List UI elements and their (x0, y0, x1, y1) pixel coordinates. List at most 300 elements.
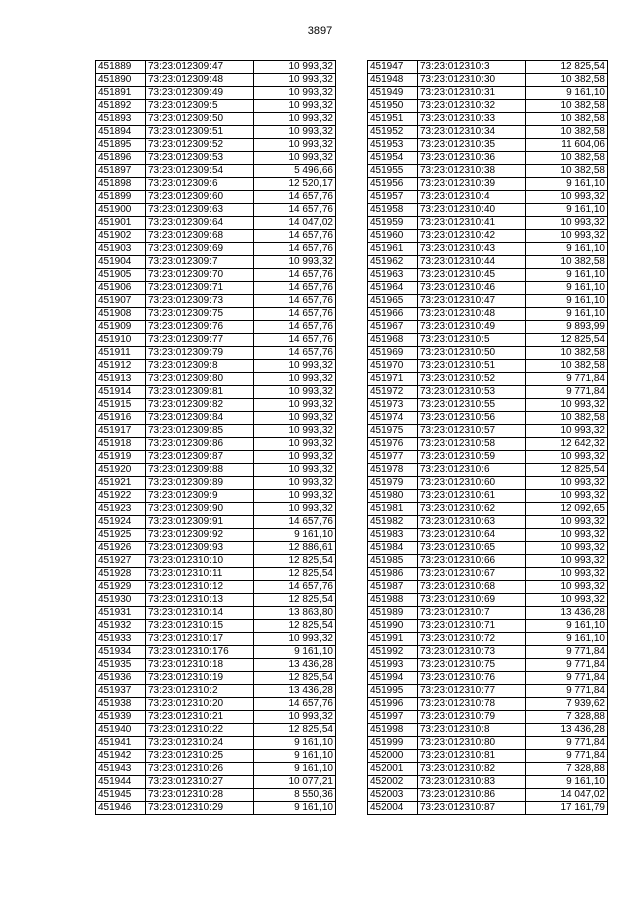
cadastral-number-cell: 73:23:012309:77 (146, 334, 254, 347)
table-row (368, 282, 608, 295)
table-row (96, 490, 336, 503)
row-number-cell: 451927 (96, 555, 146, 568)
table-row (96, 152, 336, 165)
value-cell: 9 161,10 (526, 620, 608, 633)
value-cell: 9 771,84 (526, 750, 608, 763)
cadastral-number-cell: 73:23:012309:63 (146, 204, 254, 217)
row-number-cell: 451986 (368, 568, 418, 581)
value-cell: 9 161,10 (254, 750, 336, 763)
table-row (96, 698, 336, 711)
value-cell: 10 993,32 (254, 438, 336, 451)
table-row (368, 100, 608, 113)
value-cell: 10 993,32 (526, 490, 608, 503)
cadastral-number-cell: 73:23:012310:75 (418, 659, 526, 672)
table-row (368, 178, 608, 191)
table-row (96, 516, 336, 529)
value-cell: 13 436,28 (254, 659, 336, 672)
cadastral-number-cell: 73:23:012309:79 (146, 347, 254, 360)
table-row (96, 802, 336, 815)
table-row (96, 581, 336, 594)
row-number-cell: 451985 (368, 555, 418, 568)
row-number-cell: 451894 (96, 126, 146, 139)
table-row (96, 763, 336, 776)
row-number-cell: 451995 (368, 685, 418, 698)
cadastral-number-cell: 73:23:012310:49 (418, 321, 526, 334)
cadastral-number-cell: 73:23:012309:6 (146, 178, 254, 191)
row-number-cell: 451891 (96, 87, 146, 100)
row-number-cell: 451911 (96, 347, 146, 360)
row-number-cell: 451890 (96, 74, 146, 87)
cadastral-number-cell: 73:23:012310:83 (418, 776, 526, 789)
cadastral-number-cell: 73:23:012309:84 (146, 412, 254, 425)
cadastral-number-cell: 73:23:012310:14 (146, 607, 254, 620)
value-cell: 10 382,58 (526, 100, 608, 113)
row-number-cell: 451947 (368, 61, 418, 74)
cadastral-number-cell: 73:23:012310:58 (418, 438, 526, 451)
table-row (96, 724, 336, 737)
table-row (96, 750, 336, 763)
row-number-cell: 452001 (368, 763, 418, 776)
value-cell: 9 161,10 (526, 269, 608, 282)
table-row (96, 321, 336, 334)
cadastral-number-cell: 73:23:012310:38 (418, 165, 526, 178)
cadastral-number-cell: 73:23:012310:67 (418, 568, 526, 581)
value-cell: 10 993,32 (526, 425, 608, 438)
table-row (368, 789, 608, 802)
value-cell: 10 993,32 (254, 386, 336, 399)
cadastral-number-cell: 73:23:012309:76 (146, 321, 254, 334)
table-row (368, 230, 608, 243)
cadastral-number-cell: 73:23:012310:22 (146, 724, 254, 737)
cadastral-number-cell: 73:23:012309:89 (146, 477, 254, 490)
cadastral-number-cell: 73:23:012309:80 (146, 373, 254, 386)
value-cell: 13 436,28 (526, 607, 608, 620)
row-number-cell: 451978 (368, 464, 418, 477)
row-number-cell: 451945 (96, 789, 146, 802)
value-cell: 9 161,10 (526, 776, 608, 789)
table-row (96, 139, 336, 152)
value-cell: 5 496,66 (254, 165, 336, 178)
cadastral-number-cell: 73:23:012309:48 (146, 74, 254, 87)
cadastral-number-cell: 73:23:012310:56 (418, 412, 526, 425)
row-number-cell: 451918 (96, 438, 146, 451)
cadastral-number-cell: 73:23:012309:71 (146, 282, 254, 295)
value-cell: 10 993,32 (254, 126, 336, 139)
row-number-cell: 451965 (368, 295, 418, 308)
table-row (368, 295, 608, 308)
table-row (368, 581, 608, 594)
cadastral-number-cell: 73:23:012309:81 (146, 386, 254, 399)
row-number-cell: 451983 (368, 529, 418, 542)
row-number-cell: 451906 (96, 282, 146, 295)
cadastral-number-cell: 73:23:012310:45 (418, 269, 526, 282)
cadastral-number-cell: 73:23:012310:53 (418, 386, 526, 399)
table-row (368, 802, 608, 815)
row-number-cell: 451914 (96, 386, 146, 399)
value-cell: 10 993,32 (254, 74, 336, 87)
table-row (368, 243, 608, 256)
row-number-cell: 451940 (96, 724, 146, 737)
table-row (368, 464, 608, 477)
cadastral-number-cell: 73:23:012310:36 (418, 152, 526, 165)
table-row (368, 152, 608, 165)
value-cell: 10 993,32 (526, 555, 608, 568)
row-number-cell: 451943 (96, 763, 146, 776)
table-row (96, 451, 336, 464)
row-number-cell: 451956 (368, 178, 418, 191)
row-number-cell: 451987 (368, 581, 418, 594)
row-number-cell: 451896 (96, 152, 146, 165)
table-row (96, 464, 336, 477)
cadastral-number-cell: 73:23:012310:28 (146, 789, 254, 802)
value-cell: 10 993,32 (254, 256, 336, 269)
table-row (368, 204, 608, 217)
table-row (96, 100, 336, 113)
table-row (96, 360, 336, 373)
row-number-cell: 451902 (96, 230, 146, 243)
cadastral-number-cell: 73:23:012309:9 (146, 490, 254, 503)
cadastral-number-cell: 73:23:012309:8 (146, 360, 254, 373)
row-number-cell: 451919 (96, 451, 146, 464)
cadastral-number-cell: 73:23:012310:81 (418, 750, 526, 763)
cadastral-number-cell: 73:23:012310:65 (418, 542, 526, 555)
value-cell: 10 382,58 (526, 412, 608, 425)
table-row (96, 477, 336, 490)
cadastral-number-cell: 73:23:012309:90 (146, 503, 254, 516)
table-row (96, 425, 336, 438)
value-cell: 9 771,84 (526, 659, 608, 672)
table-row (96, 191, 336, 204)
row-number-cell: 451924 (96, 516, 146, 529)
value-cell: 13 436,28 (526, 724, 608, 737)
value-cell: 9 161,10 (254, 763, 336, 776)
cadastral-number-cell: 73:23:012310:176 (146, 646, 254, 659)
value-cell: 12 825,54 (254, 594, 336, 607)
value-cell: 11 604,06 (526, 139, 608, 152)
table-row (96, 568, 336, 581)
row-number-cell: 451912 (96, 360, 146, 373)
table-row (368, 594, 608, 607)
row-number-cell: 451922 (96, 490, 146, 503)
row-number-cell: 451967 (368, 321, 418, 334)
table-row (368, 347, 608, 360)
table-row (96, 334, 336, 347)
table-row (96, 542, 336, 555)
row-number-cell: 451968 (368, 334, 418, 347)
row-number-cell: 451921 (96, 477, 146, 490)
table-row (96, 165, 336, 178)
table-row (368, 308, 608, 321)
row-number-cell: 451942 (96, 750, 146, 763)
table-row (368, 698, 608, 711)
value-cell: 14 657,76 (254, 243, 336, 256)
table-row (368, 672, 608, 685)
value-cell: 10 993,32 (254, 139, 336, 152)
row-number-cell: 451997 (368, 711, 418, 724)
cadastral-number-cell: 73:23:012309:85 (146, 425, 254, 438)
value-cell: 10 993,32 (254, 425, 336, 438)
table-row (368, 438, 608, 451)
value-cell: 14 657,76 (254, 269, 336, 282)
value-cell: 10 993,32 (526, 230, 608, 243)
table-row (368, 477, 608, 490)
value-cell: 12 825,54 (526, 334, 608, 347)
value-cell: 10 993,32 (254, 100, 336, 113)
row-number-cell: 452002 (368, 776, 418, 789)
table-row (96, 126, 336, 139)
cadastral-number-cell: 73:23:012310:47 (418, 295, 526, 308)
row-number-cell: 451954 (368, 152, 418, 165)
row-number-cell: 451980 (368, 490, 418, 503)
cadastral-number-cell: 73:23:012310:44 (418, 256, 526, 269)
cadastral-number-cell: 73:23:012310:18 (146, 659, 254, 672)
value-cell: 12 825,54 (526, 61, 608, 74)
row-number-cell: 451982 (368, 516, 418, 529)
table-row (96, 594, 336, 607)
table-row (368, 776, 608, 789)
cadastral-number-cell: 73:23:012310:61 (418, 490, 526, 503)
value-cell: 9 161,10 (526, 282, 608, 295)
cadastral-number-cell: 73:23:012310:57 (418, 425, 526, 438)
value-cell: 10 382,58 (526, 74, 608, 87)
table-row (368, 386, 608, 399)
row-number-cell: 451934 (96, 646, 146, 659)
table-row (368, 607, 608, 620)
table-row (368, 61, 608, 74)
cadastral-number-cell: 73:23:012310:41 (418, 217, 526, 230)
cadastral-number-cell: 73:23:012310:33 (418, 113, 526, 126)
value-cell: 17 161,79 (526, 802, 608, 815)
cadastral-number-cell: 73:23:012310:11 (146, 568, 254, 581)
left-data-table (95, 60, 336, 815)
cadastral-number-cell: 73:23:012309:70 (146, 269, 254, 282)
cadastral-number-cell: 73:23:012310:10 (146, 555, 254, 568)
row-number-cell: 451903 (96, 243, 146, 256)
table-row (368, 490, 608, 503)
cadastral-number-cell: 73:23:012309:53 (146, 152, 254, 165)
cadastral-number-cell: 73:23:012310:8 (418, 724, 526, 737)
table-row (96, 711, 336, 724)
row-number-cell: 451961 (368, 243, 418, 256)
table-row (96, 412, 336, 425)
table-row (96, 672, 336, 685)
value-cell: 12 825,54 (254, 555, 336, 568)
value-cell: 13 863,80 (254, 607, 336, 620)
row-number-cell: 451955 (368, 165, 418, 178)
table-row (96, 789, 336, 802)
cadastral-number-cell: 73:23:012310:79 (418, 711, 526, 724)
cadastral-number-cell: 73:23:012309:54 (146, 165, 254, 178)
value-cell: 12 825,54 (526, 464, 608, 477)
cadastral-number-cell: 73:23:012310:60 (418, 477, 526, 490)
row-number-cell: 451938 (96, 698, 146, 711)
value-cell: 9 161,10 (526, 243, 608, 256)
table-row (368, 659, 608, 672)
value-cell: 10 993,32 (254, 477, 336, 490)
cadastral-number-cell: 73:23:012310:77 (418, 685, 526, 698)
cadastral-number-cell: 73:23:012310:80 (418, 737, 526, 750)
value-cell: 10 993,32 (254, 373, 336, 386)
row-number-cell: 451996 (368, 698, 418, 711)
value-cell: 14 657,76 (254, 334, 336, 347)
cadastral-number-cell: 73:23:012310:76 (418, 672, 526, 685)
table-row (96, 503, 336, 516)
value-cell: 7 328,88 (526, 763, 608, 776)
row-number-cell: 451991 (368, 633, 418, 646)
cadastral-number-cell: 73:23:012310:68 (418, 581, 526, 594)
table-row (96, 230, 336, 243)
value-cell: 10 993,32 (254, 711, 336, 724)
table-row (96, 529, 336, 542)
value-cell: 7 328,88 (526, 711, 608, 724)
cadastral-number-cell: 73:23:012310:87 (418, 802, 526, 815)
row-number-cell: 451925 (96, 529, 146, 542)
row-number-cell: 451963 (368, 269, 418, 282)
row-number-cell: 451959 (368, 217, 418, 230)
cadastral-number-cell: 73:23:012309:52 (146, 139, 254, 152)
row-number-cell: 451999 (368, 737, 418, 750)
cadastral-number-cell: 73:23:012310:66 (418, 555, 526, 568)
value-cell: 10 993,32 (254, 503, 336, 516)
cadastral-number-cell: 73:23:012310:4 (418, 191, 526, 204)
cadastral-number-cell: 73:23:012309:73 (146, 295, 254, 308)
row-number-cell: 451910 (96, 334, 146, 347)
table-row (368, 568, 608, 581)
row-number-cell: 451949 (368, 87, 418, 100)
table-row (96, 646, 336, 659)
value-cell: 10 382,58 (526, 126, 608, 139)
value-cell: 14 657,76 (254, 230, 336, 243)
cadastral-number-cell: 73:23:012310:55 (418, 399, 526, 412)
value-cell: 10 993,32 (526, 516, 608, 529)
cadastral-number-cell: 73:23:012310:25 (146, 750, 254, 763)
table-row (368, 555, 608, 568)
cadastral-number-cell: 73:23:012310:50 (418, 347, 526, 360)
cadastral-number-cell: 73:23:012310:62 (418, 503, 526, 516)
row-number-cell: 451964 (368, 282, 418, 295)
table-row (368, 529, 608, 542)
value-cell: 9 161,10 (254, 646, 336, 659)
value-cell: 14 657,76 (254, 282, 336, 295)
value-cell: 10 993,32 (254, 412, 336, 425)
value-cell: 10 993,32 (254, 451, 336, 464)
cadastral-number-cell: 73:23:012310:39 (418, 178, 526, 191)
cadastral-number-cell: 73:23:012309:75 (146, 308, 254, 321)
cadastral-number-cell: 73:23:012310:6 (418, 464, 526, 477)
value-cell: 9 161,10 (526, 308, 608, 321)
value-cell: 10 993,32 (526, 542, 608, 555)
row-number-cell: 451948 (368, 74, 418, 87)
right-data-table (367, 60, 608, 815)
table-row (368, 412, 608, 425)
value-cell: 14 047,02 (526, 789, 608, 802)
table-row (96, 685, 336, 698)
cadastral-number-cell: 73:23:012309:82 (146, 399, 254, 412)
row-number-cell: 451976 (368, 438, 418, 451)
value-cell: 10 993,32 (526, 568, 608, 581)
table-row (96, 217, 336, 230)
cadastral-number-cell: 73:23:012310:30 (418, 74, 526, 87)
table-row (96, 61, 336, 74)
row-number-cell: 451998 (368, 724, 418, 737)
value-cell: 10 993,32 (254, 464, 336, 477)
value-cell: 9 771,84 (526, 737, 608, 750)
value-cell: 10 993,32 (254, 61, 336, 74)
row-number-cell: 451944 (96, 776, 146, 789)
value-cell: 14 657,76 (254, 321, 336, 334)
value-cell: 9 161,10 (254, 802, 336, 815)
row-number-cell: 451957 (368, 191, 418, 204)
row-number-cell: 451935 (96, 659, 146, 672)
table-row (96, 633, 336, 646)
table-row (368, 165, 608, 178)
row-number-cell: 451981 (368, 503, 418, 516)
cadastral-number-cell: 73:23:012309:60 (146, 191, 254, 204)
cadastral-number-cell: 73:23:012310:51 (418, 360, 526, 373)
value-cell: 14 657,76 (254, 204, 336, 217)
table-row (368, 646, 608, 659)
row-number-cell: 451994 (368, 672, 418, 685)
row-number-cell: 451984 (368, 542, 418, 555)
table-row (368, 256, 608, 269)
cadastral-number-cell: 73:23:012310:21 (146, 711, 254, 724)
cadastral-number-cell: 73:23:012309:5 (146, 100, 254, 113)
value-cell: 7 939,62 (526, 698, 608, 711)
table-row (96, 659, 336, 672)
value-cell: 10 077,21 (254, 776, 336, 789)
cadastral-number-cell: 73:23:012310:19 (146, 672, 254, 685)
left-table-body (96, 61, 336, 815)
row-number-cell: 451913 (96, 373, 146, 386)
value-cell: 12 886,61 (254, 542, 336, 555)
value-cell: 14 657,76 (254, 581, 336, 594)
cadastral-number-cell: 73:23:012309:88 (146, 464, 254, 477)
row-number-cell: 451899 (96, 191, 146, 204)
cadastral-number-cell: 73:23:012310:2 (146, 685, 254, 698)
value-cell: 9 771,84 (526, 685, 608, 698)
table-row (96, 87, 336, 100)
value-cell: 12 825,54 (254, 672, 336, 685)
value-cell: 10 993,32 (254, 87, 336, 100)
table-row (368, 685, 608, 698)
value-cell: 10 993,32 (526, 594, 608, 607)
value-cell: 9 771,84 (526, 386, 608, 399)
row-number-cell: 451892 (96, 100, 146, 113)
row-number-cell: 451960 (368, 230, 418, 243)
value-cell: 14 657,76 (254, 191, 336, 204)
value-cell: 10 993,32 (254, 360, 336, 373)
table-row (368, 633, 608, 646)
table-row (368, 334, 608, 347)
cadastral-number-cell: 73:23:012310:3 (418, 61, 526, 74)
value-cell: 10 382,58 (526, 256, 608, 269)
row-number-cell: 451901 (96, 217, 146, 230)
table-row (368, 191, 608, 204)
value-cell: 9 161,10 (254, 529, 336, 542)
value-cell: 10 993,32 (254, 490, 336, 503)
table-row (368, 217, 608, 230)
table-row (96, 74, 336, 87)
value-cell: 12 092,65 (526, 503, 608, 516)
table-row (96, 204, 336, 217)
row-number-cell: 451973 (368, 399, 418, 412)
value-cell: 10 382,58 (526, 165, 608, 178)
cadastral-number-cell: 73:23:012310:40 (418, 204, 526, 217)
row-number-cell: 451974 (368, 412, 418, 425)
cadastral-number-cell: 73:23:012310:42 (418, 230, 526, 243)
value-cell: 10 993,32 (254, 152, 336, 165)
value-cell: 9 893,99 (526, 321, 608, 334)
